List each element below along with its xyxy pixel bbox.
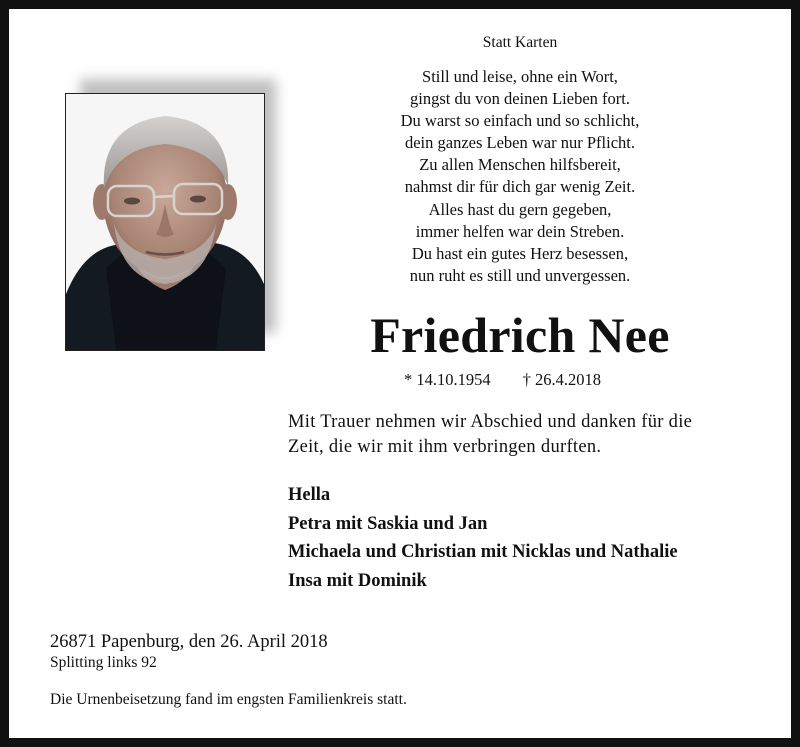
message-line: Zeit, die wir mit ihm verbringen durften. bbox=[288, 437, 602, 457]
family-member: Petra mit Saskia und Jan bbox=[288, 513, 488, 534]
family-list bbox=[288, 481, 778, 595]
deceased-name: Friedrich Nee bbox=[370, 307, 670, 363]
message-line: Mit Trauer nehmen wir Abschied und danken für die bbox=[288, 412, 693, 432]
street-address: Splitting links 92 bbox=[50, 654, 157, 671]
poem-line: Zu allen Menschen hilfsbereit, bbox=[419, 155, 621, 175]
farewell-message bbox=[288, 410, 768, 460]
portrait-illustration bbox=[66, 94, 264, 350]
poem-line: dein ganzes Leben war nur Pflicht. bbox=[404, 133, 635, 153]
poem-line: Alles hast du gern gegeben, bbox=[428, 199, 612, 219]
place-and-date: 26871 Papenburg, den 26. April 2018 bbox=[50, 632, 328, 652]
burial-notice: Die Urnenbeisetzung fand im engsten Familienkreis statt. bbox=[50, 691, 407, 708]
header-statt-karten: Statt Karten bbox=[482, 34, 558, 51]
poem-line: Still und leise, ohne ein Wort, bbox=[422, 67, 618, 86]
poem-line: Du warst so einfach und so schlicht, bbox=[400, 111, 640, 131]
death-date: † 26.4.2018 bbox=[522, 370, 601, 389]
family-member: Insa mit Dominik bbox=[288, 570, 427, 591]
birth-date: * 14.10.1954 bbox=[404, 370, 491, 389]
poem-line: Du hast ein gutes Herz besessen, bbox=[411, 243, 629, 263]
poem-line: nahmst dir für dich gar wenig Zeit. bbox=[404, 177, 636, 197]
poem bbox=[330, 66, 710, 287]
poem-line: gingst du von deinen Lieben fort. bbox=[410, 89, 630, 109]
life-dates bbox=[404, 369, 601, 391]
family-member: Michaela und Christian mit Nicklas und Nathalie bbox=[288, 542, 678, 562]
poem-line: nun ruht es still und unvergessen. bbox=[409, 265, 631, 285]
family-member: Hella bbox=[288, 485, 331, 505]
poem-line: immer helfen war dein Streben. bbox=[415, 221, 625, 241]
portrait-photo bbox=[65, 93, 265, 351]
